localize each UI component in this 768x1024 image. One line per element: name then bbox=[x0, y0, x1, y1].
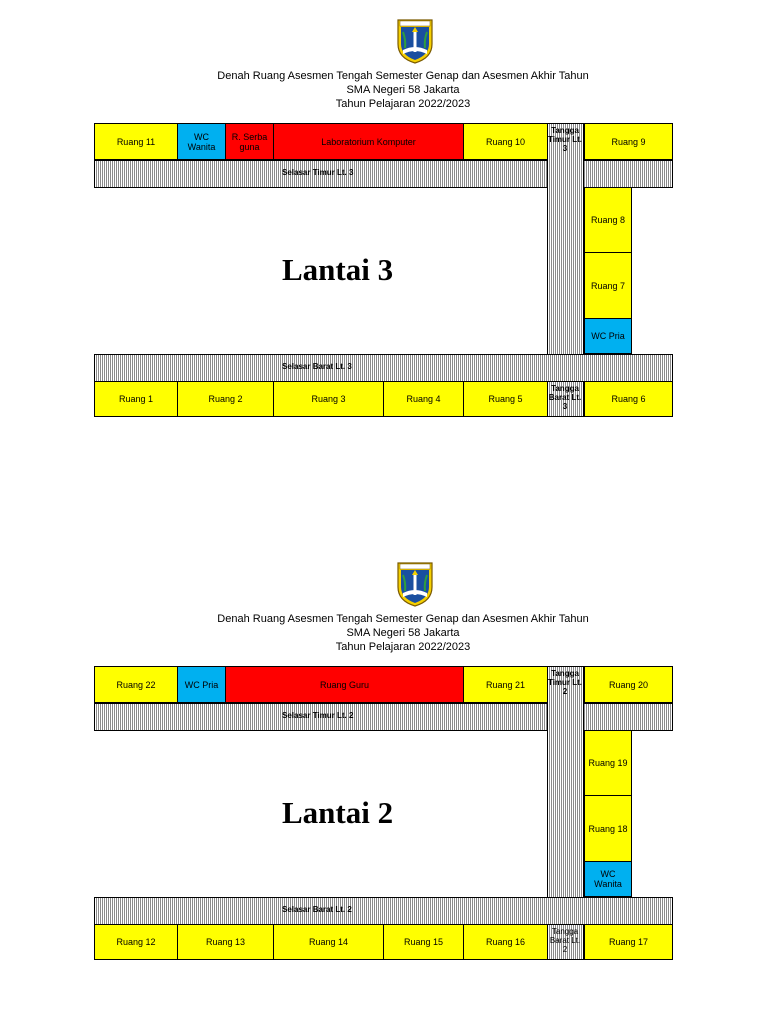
room-ruang-12: Ruang 12 bbox=[94, 924, 178, 960]
room-ruang-10: Ruang 10 bbox=[463, 123, 548, 160]
room-ruang-16: Ruang 16 bbox=[463, 924, 548, 960]
map-title-line-1: Denah Ruang Asesmen Tengah Semester Genap dan Asesmen Akhir Tahun bbox=[217, 613, 589, 625]
corridor-label-barat: Selasar Barat Lt. 2 bbox=[282, 905, 352, 914]
stair-label-timur: Tangga Timur Lt. 3 bbox=[547, 126, 583, 153]
room-ruang-7: Ruang 7 bbox=[584, 252, 632, 319]
map-title-line-1: Denah Ruang Asesmen Tengah Semester Genap dan Asesmen Akhir Tahun bbox=[217, 70, 589, 82]
room-ruang-14: Ruang 14 bbox=[273, 924, 384, 960]
room-serba-guna: R. Serba guna bbox=[225, 123, 274, 160]
corridor-selasar-barat bbox=[94, 354, 673, 382]
jakarta-crest-logo bbox=[396, 18, 434, 64]
room-laboratorium-komputer: Laboratorium Komputer bbox=[273, 123, 464, 160]
room-ruang-18: Ruang 18 bbox=[584, 795, 632, 862]
floor-label: Lantai 3 bbox=[282, 252, 394, 287]
stair-label-timur: Tangga Timur Lt. 2 bbox=[547, 669, 583, 696]
corridor-label-timur: Selasar Timur Lt. 2 bbox=[282, 711, 354, 720]
room-ruang-6: Ruang 6 bbox=[584, 381, 673, 417]
room-ruang-20: Ruang 20 bbox=[584, 666, 673, 703]
corridor-selasar-barat bbox=[94, 897, 673, 925]
stair-label-barat: Tangga Barat Lt. 2 bbox=[549, 927, 581, 954]
room-ruang-11: Ruang 11 bbox=[94, 123, 178, 160]
map-title-line-3: Tahun Pelajaran 2022/2023 bbox=[335, 641, 471, 653]
room-ruang-15: Ruang 15 bbox=[383, 924, 464, 960]
floor-label: Lantai 2 bbox=[282, 795, 394, 830]
corridor-label-barat: Selasar Barat Lt. 3 bbox=[282, 362, 352, 371]
corridor-selasar-timur bbox=[94, 703, 673, 731]
room-ruang-13: Ruang 13 bbox=[177, 924, 274, 960]
room-ruang-4: Ruang 4 bbox=[383, 381, 464, 417]
map-title-line-2: SMA Negeri 58 Jakarta bbox=[346, 84, 460, 96]
corridor-selasar-timur bbox=[94, 160, 673, 188]
floor-3-plan bbox=[0, 0, 768, 430]
room-ruang-19: Ruang 19 bbox=[584, 730, 632, 796]
room-ruang-5: Ruang 5 bbox=[463, 381, 548, 417]
room-ruang-21: Ruang 21 bbox=[463, 666, 548, 703]
room-ruang-1: Ruang 1 bbox=[94, 381, 178, 417]
room-wc-wanita: WC Wanita bbox=[584, 861, 632, 897]
corridor-label-timur: Selasar Timur Lt. 3 bbox=[282, 168, 354, 177]
jakarta-crest-logo bbox=[396, 561, 434, 607]
room-wc-pria: WC Pria bbox=[584, 318, 632, 354]
room-ruang-22: Ruang 22 bbox=[94, 666, 178, 703]
room-ruang-17: Ruang 17 bbox=[584, 924, 673, 960]
room-ruang-2: Ruang 2 bbox=[177, 381, 274, 417]
room-ruang-8: Ruang 8 bbox=[584, 187, 632, 253]
stair-label-barat: Tangga Barat Lt. 3 bbox=[548, 384, 582, 411]
map-title-line-2: SMA Negeri 58 Jakarta bbox=[346, 627, 460, 639]
room-ruang-3: Ruang 3 bbox=[273, 381, 384, 417]
floor-2-plan bbox=[0, 543, 768, 973]
map-title-line-3: Tahun Pelajaran 2022/2023 bbox=[335, 98, 471, 110]
room-wc-wanita: WC Wanita bbox=[177, 123, 226, 160]
room-ruang-9: Ruang 9 bbox=[584, 123, 673, 160]
room-ruang-guru: Ruang Guru bbox=[225, 666, 464, 703]
room-wc-pria: WC Pria bbox=[177, 666, 226, 703]
